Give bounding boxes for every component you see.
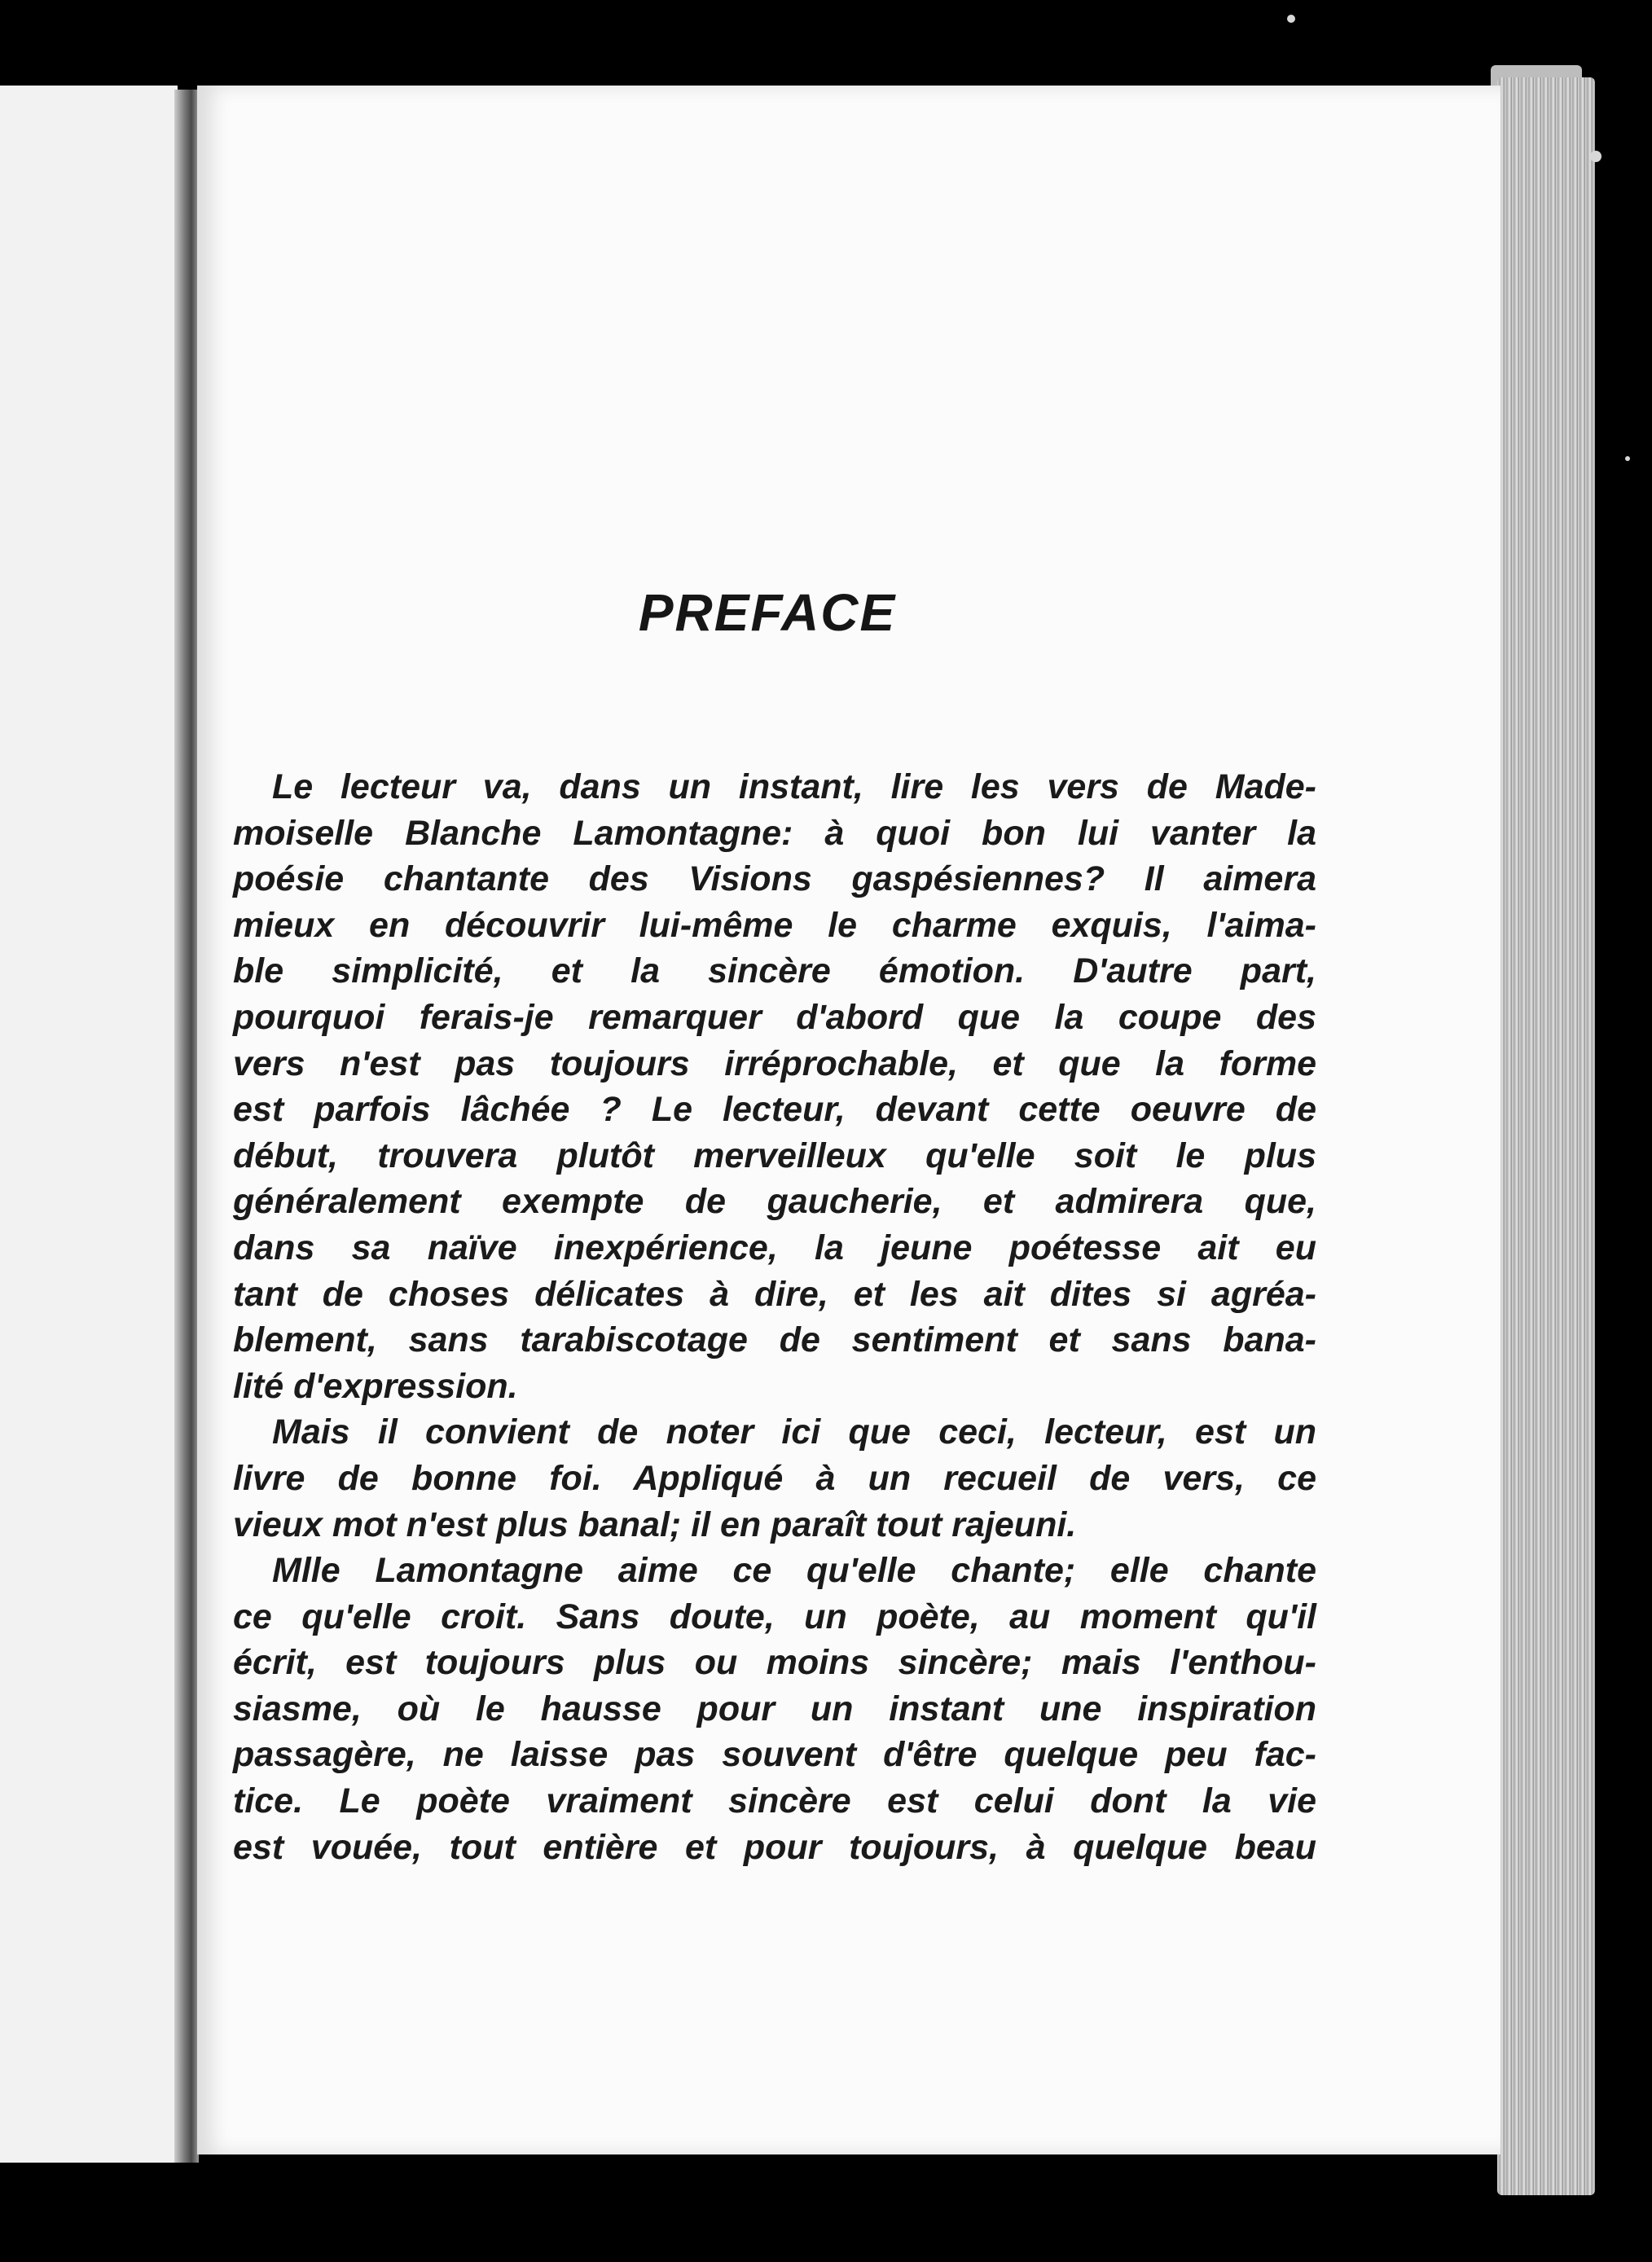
text-line: moiselle Blanche Lamontagne: à quoi bon lui vanter la [233,813,1316,853]
text-line: Mais il convient de noter ici que ceci, lecteur, est un [272,1412,1316,1452]
film-speck [1590,151,1601,162]
text-line: vieux mot n'est plus banal; il en paraît tout rajeuni. [233,1504,1077,1544]
text-line: début, trouvera plutôt merveilleux qu'elle soit le plus [233,1135,1316,1175]
text-line: tant de choses délicates à dire, et les ait dites si agréa- [233,1274,1316,1314]
text-line: tice. Le poète vraiment sincère est celui dont la vie [233,1781,1316,1821]
book-gutter [174,90,199,2163]
preface-text [233,764,1316,1870]
text-line: est vouée, tout entière et pour toujours, à quelque beau [233,1827,1316,1867]
text-line: blement, sans tarabiscotage de sentiment et sans bana- [233,1320,1316,1360]
text-line: dans sa naïve inexpérience, la jeune poétesse ait eu [233,1228,1316,1267]
text-line: Mlle Lamontagne aime ce qu'elle chante; elle chante [272,1551,1316,1591]
text-line: passagère, ne laisse pas souvent d'être quelque peu fac- [233,1735,1316,1775]
text-line: est parfois lâchée ? Le lecteur, devant cette oeuvre de [233,1090,1316,1130]
text-line: ble simplicité, et la sincère émotion. D'autre part, [233,951,1316,991]
text-line: ce qu'elle croit. Sans doute, un poète, au moment qu'il [233,1597,1316,1636]
left-page-margin [0,86,178,2163]
text-line: pourquoi ferais-je remarquer d'abord que la coupe des [233,997,1316,1037]
text-line: poésie chantante des Visions gaspésiennes? Il aimera [233,859,1316,899]
text-line: livre de bonne foi. Appliqué à un recueil de vers, ce [233,1458,1316,1498]
text-line: siasme, où le hausse pour un instant une inspiration [233,1689,1316,1728]
book-page-edges [1497,77,1595,2195]
text-line: écrit, est toujours plus ou moins sincère; mais l'enthou- [233,1643,1316,1683]
page-title: PREFACE [638,582,897,642]
text-line: mieux en découvrir lui-même le charme exquis, l'aima- [233,905,1316,945]
text-line: vers n'est pas toujours irréprochable, et que la forme [233,1043,1316,1083]
text-line: Le lecteur va, dans un instant, lire les vers de Made- [272,767,1316,806]
film-speck [1625,456,1630,461]
text-line: généralement exempte de gaucherie, et admirera que, [233,1182,1316,1222]
film-speck [1287,15,1295,23]
text-line: lité d'expression. [233,1366,518,1406]
